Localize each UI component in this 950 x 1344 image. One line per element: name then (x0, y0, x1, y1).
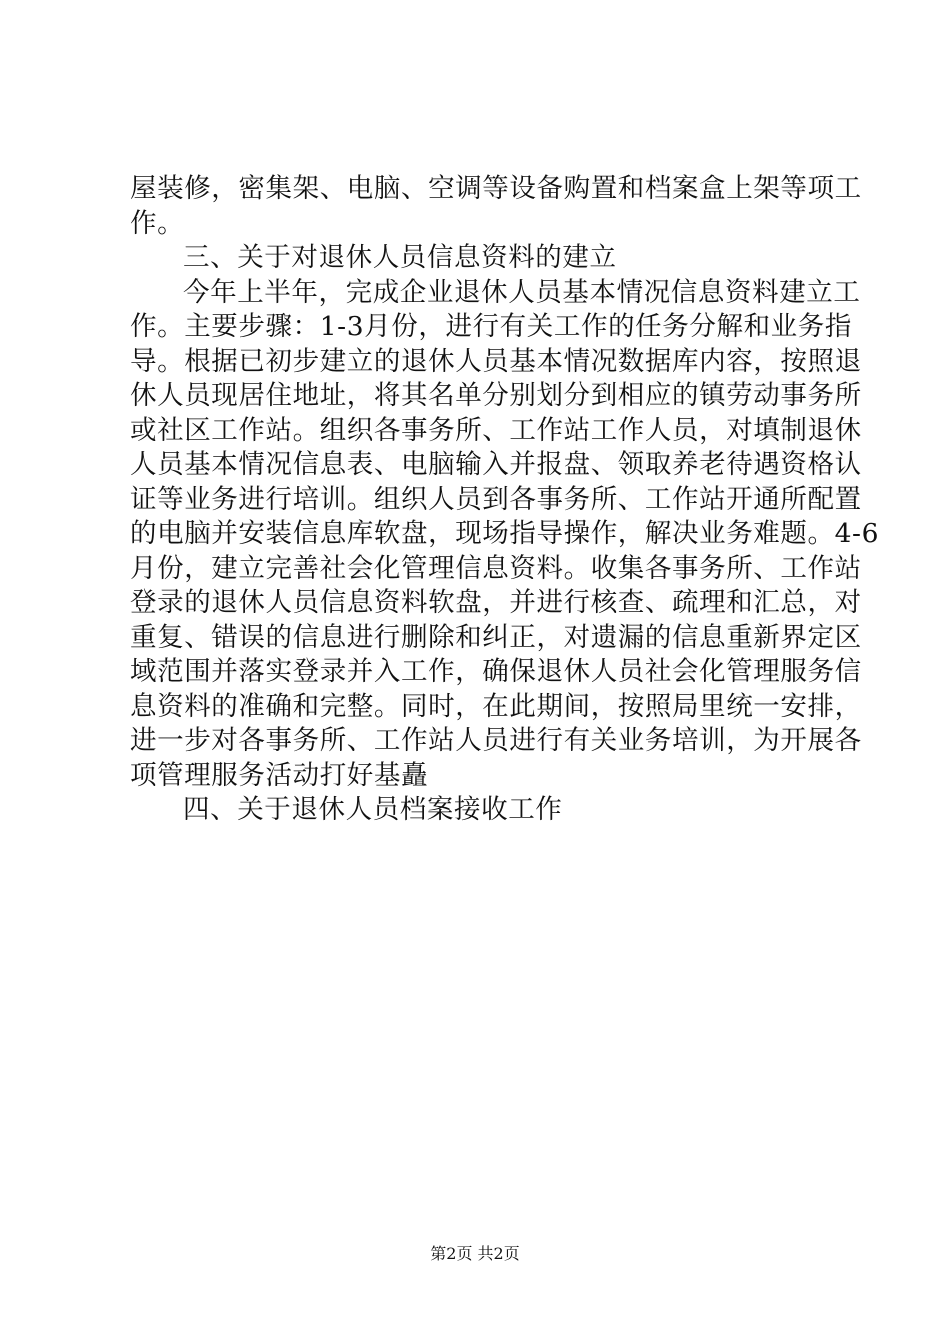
text-line: 重复、错误的信息进行删除和纠正，对遗漏的信息重新界定区 (130, 621, 862, 653)
text-line: 今年上半年，完成企业退休人员基本情况信息资料建立工 (183, 276, 861, 308)
page-number: 第2页 共2页 (430, 1244, 520, 1263)
section-heading: 三、关于对退休人员信息资料的建立 (183, 242, 617, 273)
text-line: 作。 (130, 207, 185, 239)
text-line: 进一步对各事务所、工作站人员进行有关业务培训，为开展各 (130, 725, 862, 756)
text-line: 域范围并落实登录并入工作，确保退休人员社会化管理服务信 (130, 656, 862, 687)
text-line: 息资料的准确和完整。同时，在此期间，按照局里统一安排， (130, 690, 862, 722)
section-heading: 四、关于退休人员档案接收工作 (183, 794, 563, 825)
text-line: 月份，建立完善社会化管理信息资料。收集各事务所、工作站 (130, 552, 862, 584)
text-line: 证等业务进行培训。组织人员到各事务所、工作站开通所配置 (130, 483, 862, 515)
text-line: 导。根据已初步建立的退休人员基本情况数据库内容，按照退 (130, 345, 862, 377)
text-line: 的电脑并安装信息库软盘，现场指导操作，解决业务难题。4-6 (130, 518, 880, 549)
text-line: 登录的退休人员信息资料软盘，并进行核查、疏理和汇总，对 (130, 587, 862, 618)
document-body (130, 172, 880, 828)
text-line: 休人员现居住地址，将其名单分别划分到相应的镇劳动事务所 (130, 380, 862, 411)
text-line: 作。主要步骤：1-3月份，进行有关工作的任务分解和业务指 (130, 311, 852, 342)
text-line: 屋装修，密集架、电脑、空调等设备购置和档案盒上架等项工 (130, 173, 862, 204)
text-line: 人员基本情况信息表、电脑输入并报盘、领取养老待遇资格认 (130, 449, 862, 480)
text-line: 项管理服务活动打好基矗 (130, 759, 429, 791)
text-line: 或社区工作站。组织各事务所、工作站工作人员，对填制退休 (130, 414, 862, 446)
